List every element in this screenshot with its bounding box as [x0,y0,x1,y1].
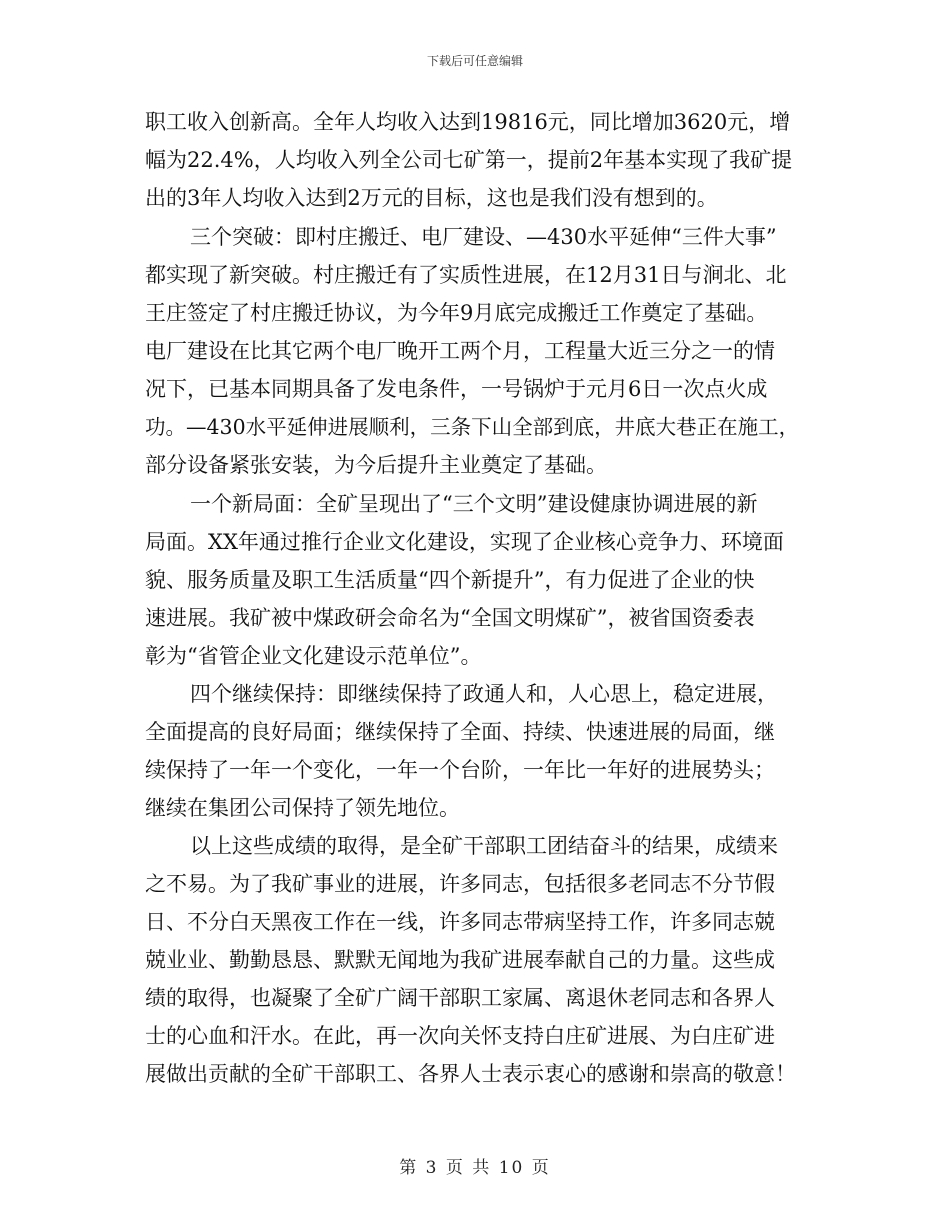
text-line: 部分设备紧张安装，为今后提升主业奠定了基础。 [145,453,607,477]
text-line: 局面。XX年通过推行企业文化建设，实现了企业核心竞争力、环境面 [145,530,784,554]
text-line: 继续在集团公司保持了领先地位。 [145,796,460,820]
text-line: 王庄签定了村庄搬迁协议，为今年9月底完成搬迁工作奠定了基础。 [145,301,768,325]
text-line: 功。—430水平延伸进展顺利，三条下山全部到底，井底大巷正在施工， [145,415,800,439]
text-line: 速进展。我矿被中煤政研会命名为“全国文明煤矿”，被省国资委表 [145,606,755,630]
text-line: 彰为“省管企业文化建设示范单位”。 [145,644,482,668]
page-header: 下载后可任意编辑 [426,54,523,68]
text-line: 四个继续保持：即继续保持了政通人和，人心思上，稳定进展， [190,682,778,706]
text-line: 电厂建设在比其它两个电厂晚开工两个月，工程量大近三分之一的情 [145,339,775,363]
text-line: 都实现了新突破。村庄搬迁有了实质性进展，在12月31日与涧北、北 [145,263,787,287]
text-line: 况下，已基本同期具备了发电条件，一号锅炉于元月6日一次点火成 [145,377,768,401]
text-line: 出的3年人均收入达到2万元的目标，这也是我们没有想到的。 [145,186,718,210]
text-line: 一个新局面：全矿呈现出了“三个文明”建设健康协调进展的新 [190,492,758,516]
text-line: 绩的取得，也凝聚了全矿广阔干部职工家属、离退休老同志和各界人 [145,986,775,1010]
text-line: 幅为22.4%，人均收入列全公司七矿第一，提前2年基本实现了我矿提 [145,148,793,172]
page-footer: 第 3 页 共 10 页 [399,1158,551,1178]
text-line: 之不易。为了我矿事业的进展，许多同志，包括很多老同志不分节假 [145,872,775,896]
text-line: 三个突破：即村庄搬迁、电厂建设、—430水平延伸“三件大事” [190,225,777,249]
text-line: 全面提高的良好局面；继续保持了全面、持续、快速进展的局面，继 [145,720,775,744]
text-line: 职工收入创新高。全年人均收入达到19816元，同比增加3620元，增 [145,110,791,134]
text-line: 兢业业、勤勤恳恳、默默无闻地为我矿进展奉献自己的力量。这些成 [145,948,775,972]
text-line: 以上这些成绩的取得，是全矿干部职工团结奋斗的结果，成绩来 [190,834,778,858]
text-line: 士的心血和汗水。在此，再一次向关怀支持白庄矿进展、为白庄矿进 [145,1024,775,1048]
text-line: 续保持了一年一个变化，一年一个台阶，一年比一年好的进展势头； [145,758,775,782]
text-line: 日、不分白天黑夜工作在一线，许多同志带病坚持工作，许多同志兢 [145,910,775,934]
text-line: 貌、服务质量及职工生活质量“四个新提升”，有力促进了企业的快 [145,568,755,592]
text-line: 展做出贡献的全矿干部职工、各界人士表示衷心的感谢和崇高的敬意！ [145,1062,796,1086]
